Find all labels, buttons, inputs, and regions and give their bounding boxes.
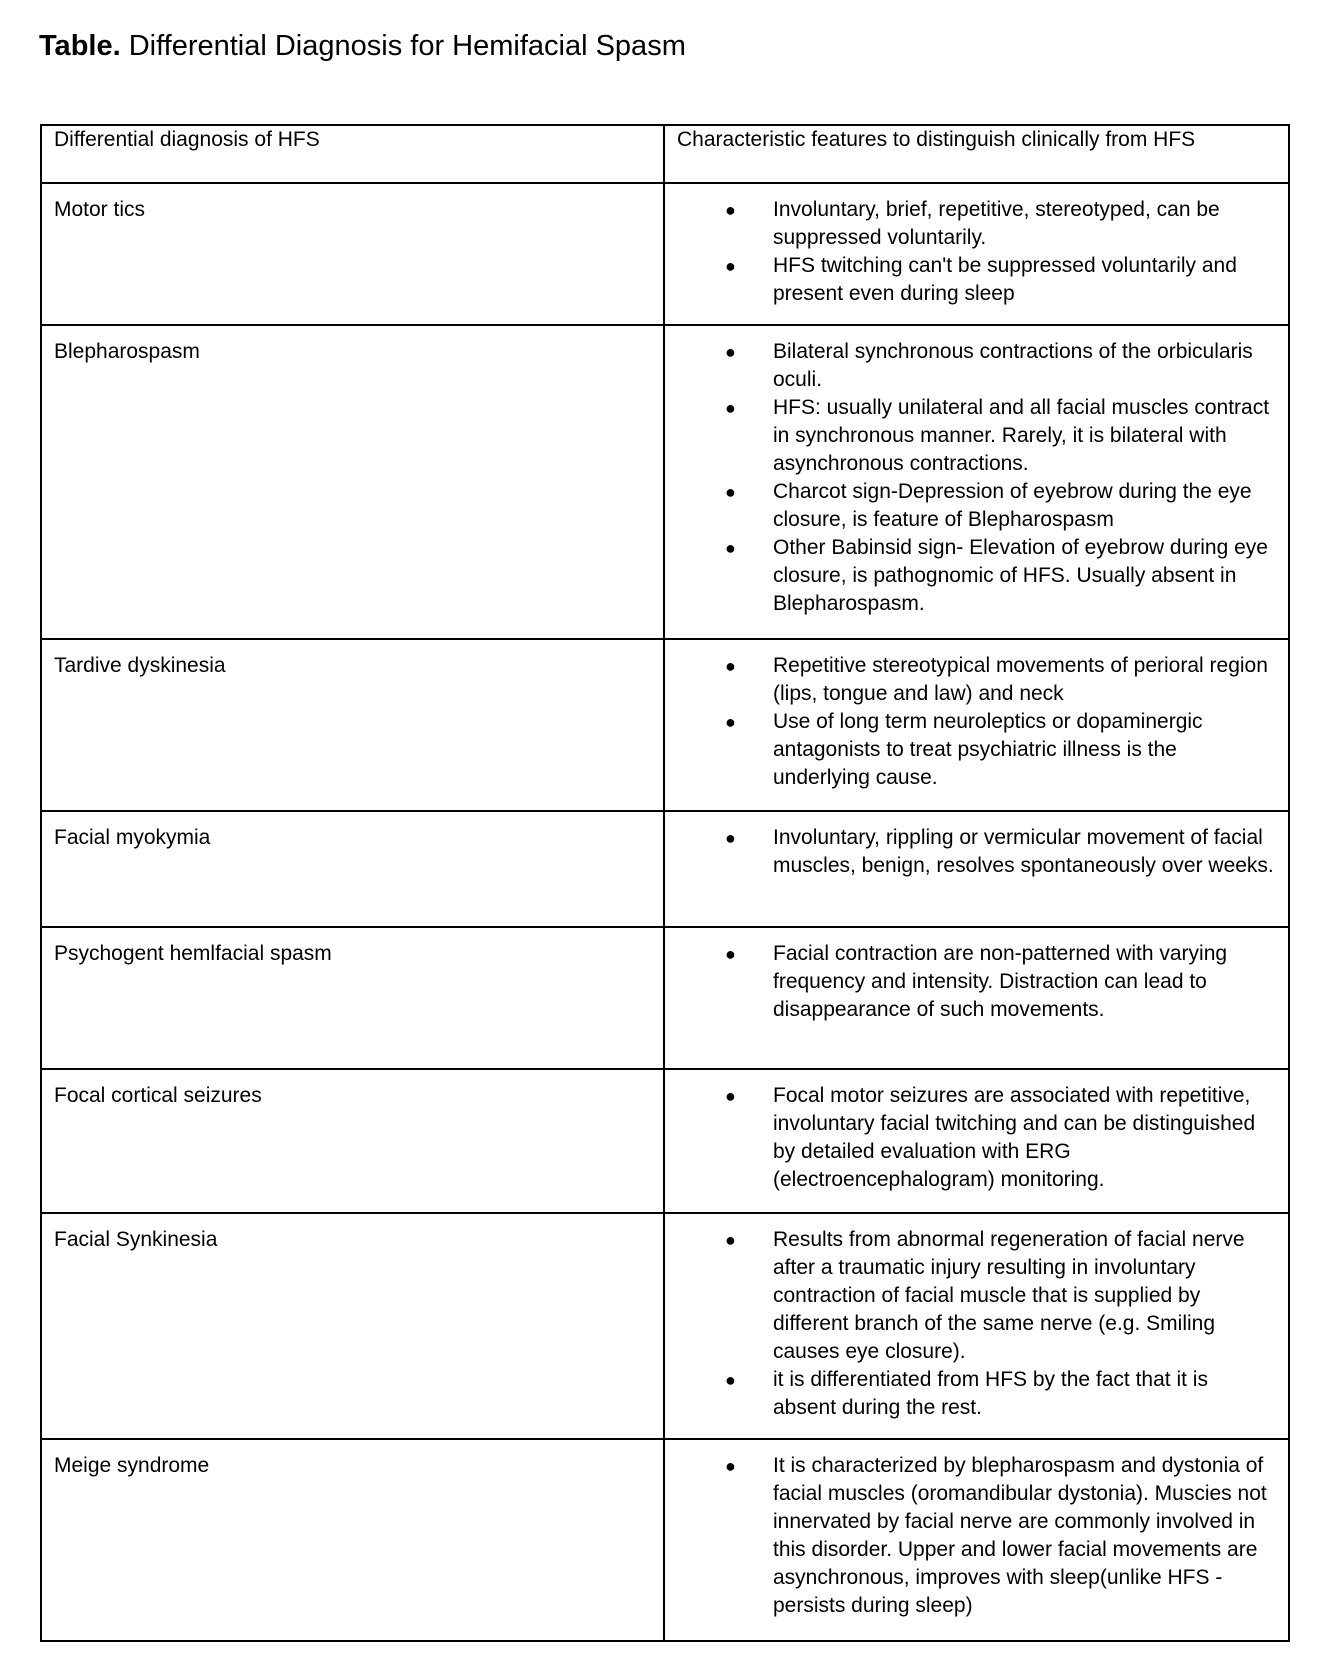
- feature-text: Bilateral synchronous contractions of the orbicularis oculi.: [773, 340, 1253, 391]
- bullet-icon: ●: [725, 538, 736, 558]
- table-title-lead: Table.: [39, 30, 121, 62]
- table-row-tardive-dyskinesia: [41, 639, 1289, 811]
- feature-text: Involuntary, rippling or vermicular movement of facial muscles, benign, resolves spontaneously over weeks.: [773, 826, 1274, 877]
- feature-text: HFS: usually unilateral and all facial muscles contract in synchronous manner. Rarely, it is bilateral with asynchronous contractions.: [773, 396, 1270, 475]
- bullet-icon: ●: [725, 712, 736, 732]
- features-list: [665, 196, 1274, 308]
- diagnosis-cell: Blepharospasm: [41, 325, 664, 639]
- feature-text: HFS twitching can't be suppressed voluntarily and present even during sleep: [773, 254, 1237, 305]
- feature-text: Focal motor seizures are associated with repetitive, involuntary facial twitching and can be distinguished by detailed evaluation with ERG (electroencephalogram) monitoring.: [773, 1084, 1256, 1191]
- feature-item: [665, 1226, 1274, 1366]
- feature-item: [665, 940, 1274, 1024]
- feature-text: Results from abnormal regeneration of facial nerve after a traumatic injury resulting in involuntary contraction of facial muscle that is supplied by different branch of the same nerve (e.g. Smiling causes eye closure).: [773, 1228, 1245, 1363]
- feature-text: It is characterized by blepharospasm and dystonia of facial muscles (oromandibular dystonia). Muscies not innervated by facial nerve are commonly involved in this disorder. Upper and lower facial movements are asynchronous, improves with sleep(unlike HFS -persists during sleep): [773, 1454, 1267, 1617]
- table-header-row: [41, 125, 1289, 183]
- diagnosis-cell: Psychogent hemlfacial spasm: [41, 927, 664, 1069]
- table-row-facial-myokymia: [41, 811, 1289, 927]
- features-cell: [664, 927, 1289, 1069]
- feature-item: [665, 824, 1274, 880]
- features-cell: [664, 1439, 1289, 1641]
- features-cell: [664, 811, 1289, 927]
- table-row-psychogenic-hfs: [41, 927, 1289, 1069]
- features-list: [665, 1226, 1274, 1422]
- bullet-icon: ●: [725, 1370, 736, 1390]
- feature-item: [665, 394, 1274, 478]
- feature-item: [665, 252, 1274, 308]
- feature-item: [665, 1082, 1274, 1194]
- bullet-icon: ●: [725, 200, 736, 220]
- diagnosis-cell: Facial myokymia: [41, 811, 664, 927]
- header-diagnosis: Differential diagnosis of HFS: [41, 125, 664, 183]
- diagnosis-cell: Meige syndrome: [41, 1439, 664, 1641]
- features-cell: [664, 1213, 1289, 1439]
- feature-item: [665, 534, 1274, 618]
- table-row-blepharospasm: [41, 325, 1289, 639]
- table-row-motor-tics: [41, 183, 1289, 325]
- feature-text: Facial contraction are non-patterned with varying frequency and intensity. Distraction can lead to disappearance of such movements.: [773, 942, 1228, 1021]
- feature-text: it is differentiated from HFS by the fact that it is absent during the rest.: [773, 1368, 1208, 1419]
- bullet-icon: ●: [725, 342, 736, 362]
- table-title-text: Differential Diagnosis for Hemifacial Spasm: [120, 30, 686, 62]
- bullet-icon: ●: [725, 1086, 736, 1106]
- table-row-meige-syndrome: [41, 1439, 1289, 1641]
- table-row-focal-cortical-seizures: [41, 1069, 1289, 1213]
- diagnosis-cell: Focal cortical seizures: [41, 1069, 664, 1213]
- feature-text: Repetitive stereotypical movements of perioral region (lips, tongue and law) and neck: [773, 654, 1268, 705]
- feature-text: Charcot sign-Depression of eyebrow during the eye closure, is feature of Blepharospasm: [773, 480, 1252, 531]
- feature-item: [665, 1366, 1274, 1422]
- diagnosis-cell: Motor tics: [41, 183, 664, 325]
- bullet-icon: ●: [725, 398, 736, 418]
- feature-item: [665, 478, 1274, 534]
- feature-item: [665, 338, 1274, 394]
- feature-item: [665, 708, 1274, 792]
- features-cell: [664, 183, 1289, 325]
- features-list: [665, 824, 1274, 880]
- table-row-facial-synkinesia: [41, 1213, 1289, 1439]
- features-list: [665, 1452, 1274, 1620]
- features-list: [665, 338, 1274, 618]
- features-cell: [664, 639, 1289, 811]
- feature-item: [665, 652, 1274, 708]
- bullet-icon: ●: [725, 828, 736, 848]
- feature-item: [665, 1452, 1274, 1620]
- feature-text: Use of long term neuroleptics or dopaminergic antagonists to treat psychiatric illness is the underlying cause.: [773, 710, 1203, 789]
- bullet-icon: ●: [725, 256, 736, 276]
- header-features: Characteristic features to distinguish clinically from HFS: [664, 125, 1289, 183]
- bullet-icon: ●: [725, 656, 736, 676]
- bullet-icon: ●: [725, 1230, 736, 1250]
- bullet-icon: ●: [725, 1456, 736, 1476]
- features-list: [665, 652, 1274, 792]
- feature-text: Involuntary, brief, repetitive, stereotyped, can be suppressed voluntarily.: [773, 198, 1220, 249]
- bullet-icon: ●: [725, 944, 736, 964]
- feature-text: Other Babinsid sign- Elevation of eyebrow during eye closure, is pathognomic of HFS. Usually absent in Blepharospasm.: [773, 536, 1268, 615]
- features-cell: [664, 1069, 1289, 1213]
- diagnosis-cell: Facial Synkinesia: [41, 1213, 664, 1439]
- features-list: [665, 1082, 1274, 1194]
- diagnosis-cell: Tardive dyskinesia: [41, 639, 664, 811]
- bullet-icon: ●: [725, 482, 736, 502]
- differential-diagnosis-table: [40, 124, 1290, 1642]
- features-list: [665, 940, 1274, 1024]
- features-cell: [664, 325, 1289, 639]
- table-title: [39, 28, 686, 64]
- feature-item: [665, 196, 1274, 252]
